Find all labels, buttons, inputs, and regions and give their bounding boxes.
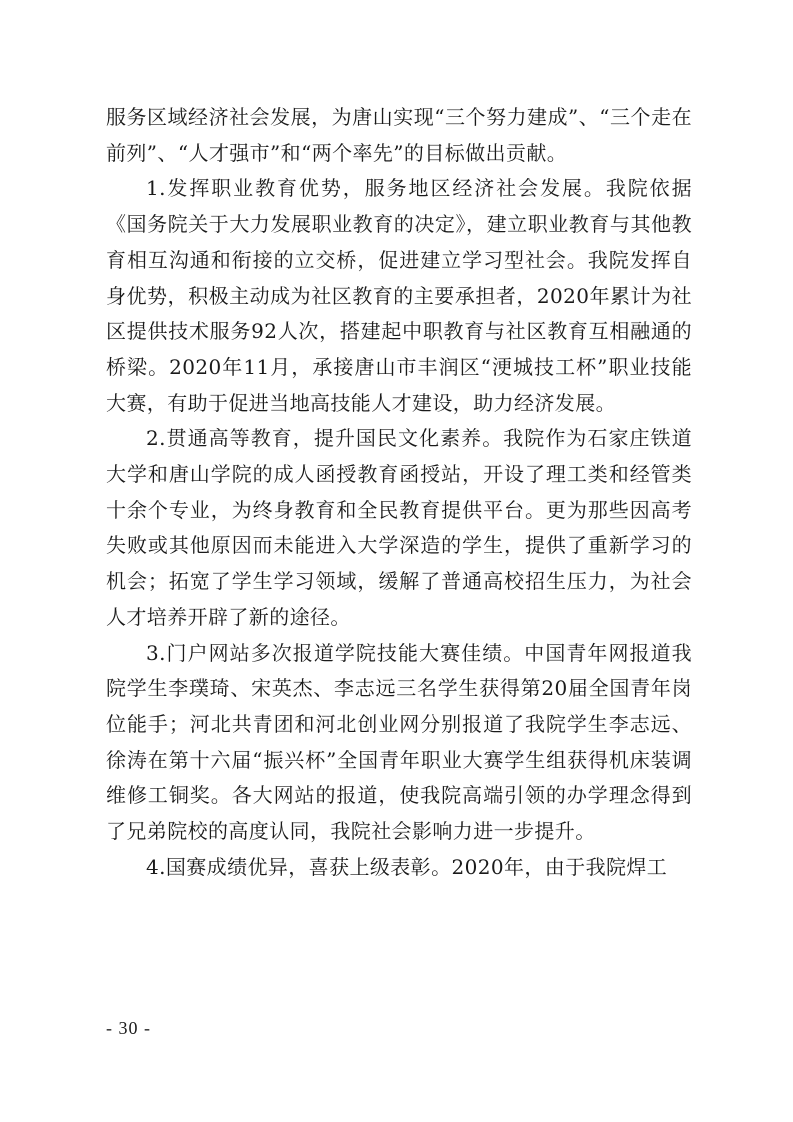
paragraph-national-competition: 4.国赛成绩优异，喜获上级表彰。2020年，由于我院焊工	[146, 854, 668, 879]
paragraph-vocational-education: 1.发挥职业教育优势，服务地区经济社会发展。我院依据《国务院关于大力发展职业教育的决定》，建立职业教育与其他教育相互沟通和衔接的立交桥，促进建立学习型社会。我院发挥自身优势，积极主动成为社区教育的主要承担者，2020年累计为社区提供技术服务92人次，搭建起中职教育与社区教育互相融通的桥梁。2020年11月，承接唐山市丰润区“浭城技工杯”职业技能大赛，有助于促进当地高技能人才建设，助力经济发展。	[106, 176, 692, 415]
paragraph-continuation: 服务区域经济社会发展，为唐山实现“三个努力建成”、“三个走在前列”、“人才强市”和“两个率先”的目标做出贡献。	[106, 105, 692, 165]
paragraph-web-reports: 3.门户网站多次报道学院技能大赛佳绩。中国青年网报道我院学生李璞琦、宋英杰、李志远三名学生获得第20届全国青年岗位能手；河北共青团和河北创业网分别报道了我院学生李志远、徐涛在第十六届“振兴杯”全国青年职业大赛学生组获得机床装调维修工铜奖。各大网站的报道，使我院高端引领的办学理念得到了兄弟院校的高度认同，我院社会影响力进一步提升。	[106, 640, 692, 844]
body-text	[106, 100, 692, 885]
page-number: - 30 -	[106, 1018, 151, 1038]
paragraph-higher-education: 2.贯通高等教育，提升国民文化素养。我院作为石家庄铁道大学和唐山学院的成人函授教育函授站，开设了理工类和经管类十余个专业，为终身教育和全民教育提供平台。更为那些因高考失败或其他原因而未能进入大学深造的学生，提供了重新学习的机会；拓宽了学生学习领域，缓解了普通高校招生压力，为社会人才培养开辟了新的途径。	[106, 426, 692, 629]
